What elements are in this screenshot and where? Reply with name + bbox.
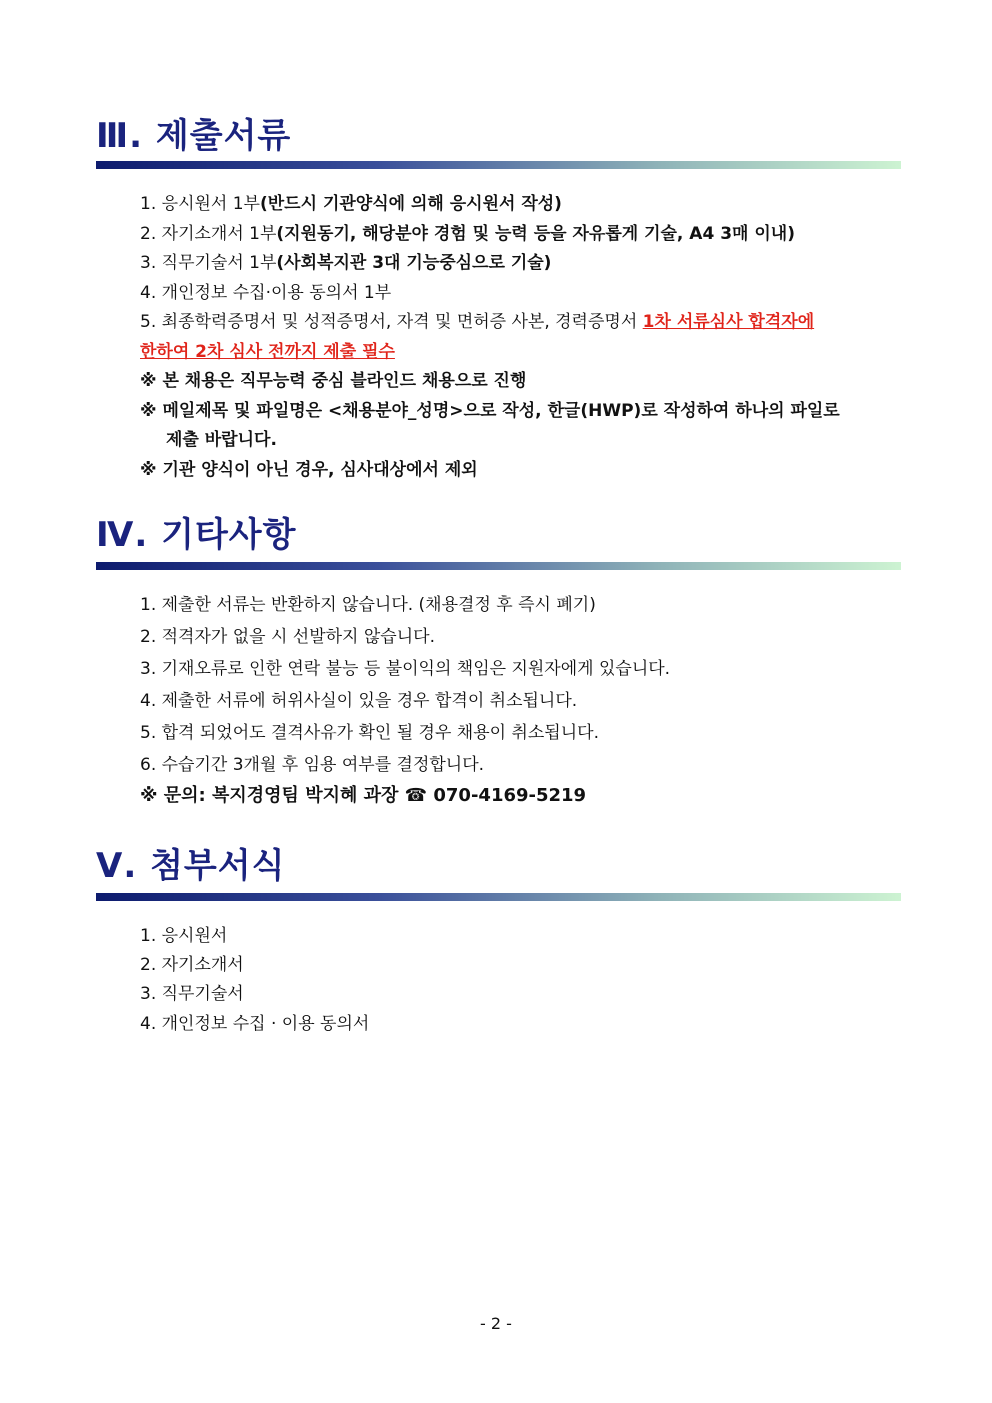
item-text: 자기소개서 1부	[161, 224, 277, 244]
list-item	[140, 281, 391, 305]
list-item: 3. 직무기술서	[140, 984, 244, 1004]
list-item: 3. 기재오류로 인한 연락 불능 등 불이익의 책임은 지원자에게 있습니다.	[140, 659, 671, 679]
item-detail: (반드시 기관양식에 의해 응시원서 작성)	[259, 194, 562, 214]
item-number: 3.	[140, 253, 157, 273]
item-detail: (지원동기, 해당분야 경험 및 능력 등을 자유롭게 기술, A4 3매 이내)	[276, 224, 795, 244]
section-divider	[96, 161, 901, 169]
highlight-text: 1차 서류심사 합격자에	[642, 312, 815, 332]
list-item: 4. 제출한 서류에 허위사실이 있을 경우 합격이 취소됩니다.	[140, 691, 578, 711]
item-number: 4.	[140, 283, 157, 303]
section-title-misc: Ⅳ. 기타사항	[96, 515, 297, 555]
item-number: 1.	[140, 194, 157, 214]
note: ※ 기관 양식이 아닌 경우, 심사대상에서 제외	[140, 460, 478, 480]
list-item	[140, 310, 814, 334]
item-number: 2.	[140, 224, 157, 244]
section-title-attachments: Ⅴ. 첨부서식	[96, 846, 286, 886]
list-item	[140, 192, 562, 216]
item-text: 최종학력증명서 및 성적증명서, 자격 및 면허증 사본, 경력증명서	[161, 312, 643, 332]
section-divider	[96, 893, 901, 901]
item-detail: (사회복지관 3대 기능중심으로 기술)	[276, 253, 552, 273]
item-text: 응시원서 1부	[161, 194, 260, 214]
item-text: 개인정보 수집·이용 동의서 1부	[161, 283, 392, 303]
item-text: 직무기술서 1부	[161, 253, 277, 273]
list-item: 2. 적격자가 없을 시 선발하지 않습니다.	[140, 627, 435, 647]
list-item: 5. 합격 되었어도 결격사유가 확인 될 경우 채용이 취소됩니다.	[140, 723, 599, 743]
note: ※ 메일제목 및 파일명은 <채용분야_성명>으로 작성, 한글(HWP)로 작성하여 하나의 파일로	[140, 401, 840, 421]
contact-info: ※ 문의: 복지경영팀 박지혜 과장 ☎ 070-4169-5219	[140, 785, 587, 806]
list-item: 1. 응시원서	[140, 926, 228, 946]
list-item: 4. 개인정보 수집 · 이용 동의서	[140, 1014, 370, 1034]
list-item	[140, 251, 551, 275]
highlight-text: 한하여 2차 심사 전까지 제출 필수	[140, 342, 395, 362]
list-item-continuation	[140, 340, 395, 364]
section-title-submission: Ⅲ. 제출서류	[96, 116, 292, 156]
note: ※ 본 채용은 직무능력 중심 블라인드 채용으로 진행	[140, 371, 527, 391]
list-item: 1. 제출한 서류는 반환하지 않습니다. (채용결정 후 즉시 폐기)	[140, 595, 596, 615]
list-item: 6. 수습기간 3개월 후 임용 여부를 결정합니다.	[140, 755, 485, 775]
item-number: 5.	[140, 312, 157, 332]
list-item: 2. 자기소개서	[140, 955, 244, 975]
list-item	[140, 222, 795, 246]
page-number: - 2 -	[480, 1314, 512, 1333]
section-divider	[96, 562, 901, 570]
note-continuation: 제출 바랍니다.	[166, 430, 277, 450]
